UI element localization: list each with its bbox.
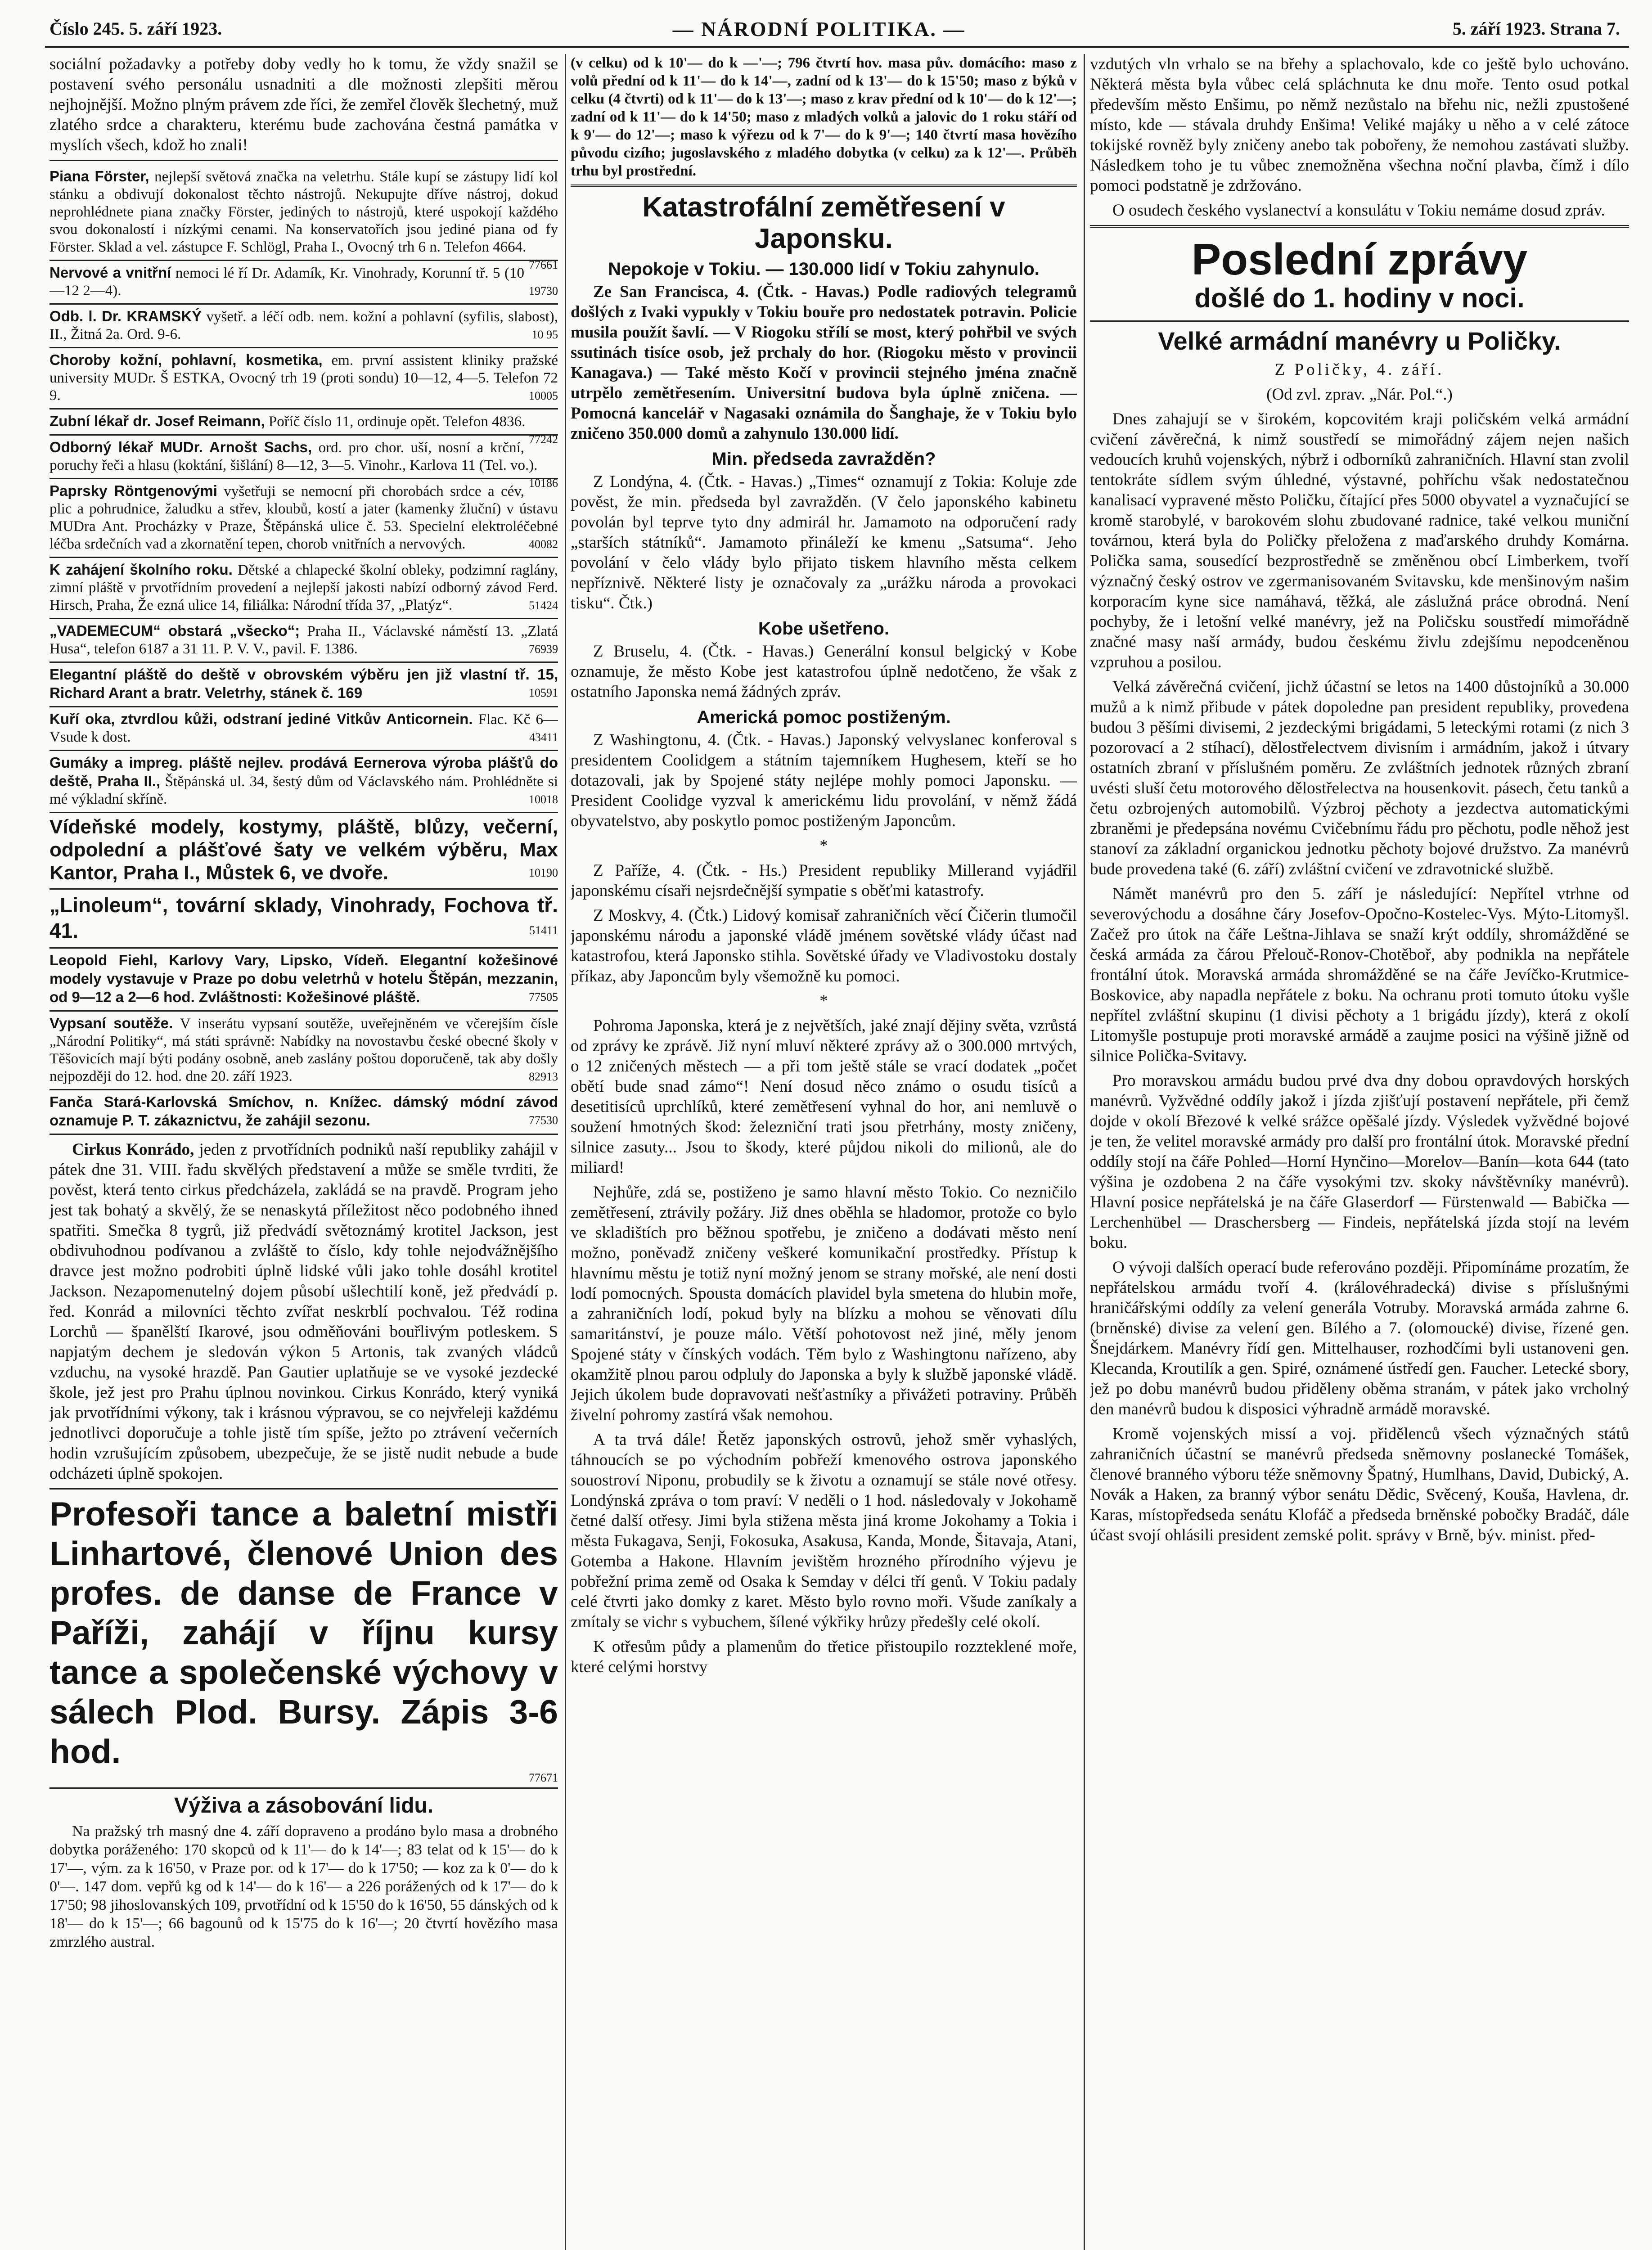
- ad-code: 19730: [529, 284, 558, 297]
- masthead: — NÁRODNÍ POLITIKA. —: [672, 18, 966, 40]
- section-title: Výživa a zásobování lidu.: [174, 1794, 434, 1818]
- article-text: [50, 1139, 558, 1484]
- separator: *: [819, 992, 828, 1010]
- article-text: Z Moskvy, 4. (Čtk.) Lidový komisař zahraničních věcí Čičerin tlumočil japonskému národu a japonské vládě jménem sovětské vlády účast nad katastrofou, která Japonsko stihla. Sovětské úřady ve Vladivostoku dostaly příkaz, aby Japoncům byly všemožně ku pomoci.: [571, 906, 1077, 986]
- divider: [50, 160, 558, 161]
- article-text: Z Paříže, 4. (Čtk. - Hs.) President republiky Millerand vyjádřil japonskému císaři nejsrdečnější sympatie s oběťmi katastrofy.: [571, 861, 1077, 900]
- classified-ad: [50, 558, 558, 619]
- ad-head: Zubní lékař dr. Josef Reimann,: [50, 413, 265, 429]
- classified-ad: [50, 751, 558, 813]
- article-text: Ze San Francisca, 4. (Čtk. - Havas.) Podle radiových telegramů došlých z Ivaki vypukly v Tokiu bouře pro nedostatek potravin. Policie musila použít šavlí. — V Riogoku střílí se most, který pohřbil ve svých ssutinách tisíce osob, jež prchaly do hor. (Riogoku město v provincii Kanagava.) — Také město Kočí v provincii stejného jména značně utrpělo zemětřesením. Universitní budova byla úplně zničena. — Pomocná kancelář v Nagasaki oznámila do Šanghaje, že v Tokiu bylo zničeno 350.000 domů a zahynulo 130.000 lidí.: [571, 283, 1077, 443]
- ad-code: 10591: [529, 686, 558, 699]
- ad-text: vyšetřuji se nemocní při chorobách srdce a cév, plic a pohrudnice, žaludku a střev, kloubů, kostí a jater (kamenky žluční) v ústavu MUDra Ant. Procházky v Praze, Štěpánská ulice č. 53. Specielní elektroléčebné léčba srdečních vad a zkornatění tepen, chorob vnitřních a nervových.: [50, 483, 558, 552]
- page-header: [23, 9, 1629, 50]
- ad-text: Poříč číslo 11, ordinuje opět. Telefon 4836.: [268, 414, 526, 430]
- divider: [1090, 320, 1629, 322]
- subheadline: Nepokoje v Tokiu. — 130.000 lidí v Tokiu zahynulo.: [608, 259, 1040, 279]
- dateline: Z Poličky, 4. září.: [1274, 360, 1445, 379]
- ad-text: Flac. Kč 6— Vsude k dost.: [50, 711, 558, 745]
- divider: [1090, 225, 1629, 228]
- article-text: O osudech českého vyslanectví a konsulátu v Tokiu nemáme dosud zpráv.: [1112, 201, 1605, 220]
- article-text: Z Londýna, 4. (Čtk. - Havas.) „Times“ oznamují z Tokia: Koluje zde pověst, že min. předseda byl zavražděn. (V čelo japonského kabinetu povolán byl teprve tyto dny admirál hr. Jamamoto na odporučení rady „starších státníků“. Jamamoto přináleží ke kmenu „Satsuma“. Jeho povolání v čelo vlády bylo přijato tiskem hlavního města celkem nepříznivě. Některé listy je označovaly za „urážku národa a provokaci tisku“. Čtk.): [571, 472, 1077, 612]
- classified-ads: [50, 165, 558, 813]
- classified-ad: [50, 890, 558, 949]
- article-text: Velká závěrečná cvičení, jichž účastní se letos na 1400 důstojníků a 30.000 mužů a k nimž přibude v pátek dopoledne pan president republiky, provedena budou 3 pěšími divisemi, 2 jezdeckými brigádami, 5 leteckými rotami (z nich 3 pozorovací a 2 stíhací), dělostřelectvem divisním i armádním, jakož i útvary ostatních zbraní v příslušném poměru. Ze zvláštních jednotek různých zbraní uvésti sluší četu motorového dělostřelectva na housenkovit. pásech, četu tanků a četu ozbrojených automobilů. Výzbroj pěchoty a jezdectva automatickými zbraněmi je předepsána novému Cvičebnímu řádu pro pěchotu, podle něhož jest stanoví za základní organickou jednotku pěchoty bojové družstvo. Za manévrů bude provedena také (6. září) zvláštní cvičení ve zdravotnické službě.: [1090, 678, 1629, 878]
- subheadline: Kobe ušetřeno.: [758, 619, 890, 639]
- article-text: Kromě vojenských missí a voj. přidělenců všech význačných států zahraničních účastní se manévrů předseda sněmovny poslanecké Tomášek, členové branného výboru téže sněmovny Špatný, Humlhans, David, Dubický, A. Novák a Haken, za branný výbor senátu Dědic, Svěcený, Kouša, Havlena, dr. Karas, místopředseda senátu Klofáč a předseda brněnské pobočky Bradáč, dále účast svojí ohlásili president zemské polit. správy v Brně, býv. minist. před-: [1090, 1425, 1629, 1544]
- ad-head: Nervové a vnitřní: [50, 264, 171, 281]
- article-text: Z Washingtonu, 4. (Čtk. - Havas.) Japonský velvyslanec konferoval s presidentem Coolidgem a státním tajemníkem Hughesem, kteří se ho dotazovali, jak by Spojené státy nejlépe mohly pomoci Japonsku. — President Coolidge vyzval k americkému lidu provolání, v němž žádá obyvatelstvo, aby poskytlo pomoc postiženým Japoncům.: [571, 731, 1077, 830]
- article-text: A ta trvá dále! Řetěz japonských ostrovů, jehož směr vyhaslých, táhnoucích se po východním pobřeží kmenového ostrova japonského souostroví Niponu, probudily se k životu a oznamují se stále nové otřesy. Londýnská zpráva o tom praví: V neděli o 1 hod. následovaly v Jokohamě četné další otřesy. Jimi byla stižena města jiná krome Jokohamy a Tokia i města Fukagava, Senji, Fokosuka, Asakusa, Kanda, Monde, Šitavaja, Atani, Gotemba a Hakone. Hlavním jevištěm hrozného přírodního výjevu je pobřežní prima země od Osaka k Semday v délci tří genů. V Tokiu padaly celé čtvrti jako domky z karet. Město bylo rovno moři. Všude zaníkaly a zmítaly se vichr s vybuchem, šílené výkřiky hrůzy předešly celé okolí.: [571, 1431, 1077, 1631]
- classified-ad: [50, 410, 558, 446]
- ad-head: Kuří oka, ztvrdlou kůži, odstraní jediné Vitkův Anticornein.: [50, 711, 473, 727]
- classified-ad: [50, 1012, 558, 1090]
- classified-ad: [50, 619, 558, 663]
- ad-head: K zahájení školního roku.: [50, 561, 233, 578]
- column-rule: [1084, 54, 1085, 2250]
- article-text: Pohroma Japonska, která je z největších, jaké znají dějiny světa, vzrůstá od zprávy ke zprávě. Již nyní mluví některé zprávy až o 300.000 mrtvých, o 12 zničených městech — a při tom ještě stále se vrací dodatek „počet obětí bude snad zámo“! Není dosud něco známo o osudu tisíců a desetitisíců uprchlíků, které zemětřesení vyhnal do hor, ani nemluvě o soužení hmotných škod: železniční trati jsou přetrhány, mosty zničeny, silnice zasuty... Jsou to škody, které půjdou nikoli do milionů, ale do miliard!: [571, 1017, 1077, 1177]
- ad-code: 10 95: [531, 328, 558, 341]
- ad-code: 77530: [529, 1114, 558, 1127]
- ad-text: Praha II., Václavské náměstí 13. „Zlatá Husa“, telefon 6187 a 31 11. P. V. V., pavil. F. 1386.: [50, 623, 558, 657]
- ad-head: Vypsaní soutěže.: [50, 1015, 173, 1031]
- ad-code: 77661: [529, 258, 558, 271]
- source-note: (Od zvl. zprav. „Nár. Pol.“.): [1266, 385, 1453, 404]
- ad-text: vyšetř. a léčí odb. nem. kožní a pohlavní (syfilis, slabost), II., Žitná 2a. Ord. 9-6.: [50, 309, 558, 342]
- ad-code: 10018: [529, 793, 558, 806]
- classified-ad: [50, 813, 558, 890]
- subheadline: Min. předseda zavražděn?: [711, 449, 936, 469]
- ad-code: 10190: [529, 866, 558, 879]
- headline: Poslední zprávy: [1191, 234, 1528, 284]
- article-text: K otřesům půdy a plamenům do třetice přistoupilo rozzteklené moře, které celými horstvy: [571, 1638, 1077, 1676]
- header-rule: [45, 46, 1629, 48]
- column-1: [50, 54, 558, 2250]
- ad-code: 77242: [529, 433, 558, 446]
- ad-code: 40082: [529, 538, 558, 551]
- ad-text: Štěpánská ul. 34, šestý dům od Václavského nám. Prohlédněte si mé výkladní skříně.: [50, 774, 558, 807]
- ad-code: 77671: [50, 1771, 558, 1789]
- article-text: O vývoji dalších operací bude referováno později. Připomínáme prozatím, že nepřátelskou armádu tvoří 4. (královéhradecká) divise s příslušnými hraničářskými oddíly za velení generála Votruby. Moravská armáda zahrne 6. (brněnské) divise za velení gen. Bílého a 7. (olomoucké) divise, řízené gen. Šnejdárkem. Manévry řídí gen. Mittelhauser, rozhodčími byli ustanoveni gen. Klecanda, Kroutilík a gen. Spiré, oznámené ústředí gen. Faucher. Letecké sbory, jež po dobu manévrů budou přiděleny oběma stranám, v pátek jako vrcholný den manévrů budou k disposici výhradně armádě moravské.: [1090, 1258, 1629, 1418]
- article-text: Na pražský trh masný dne 4. září dopraveno a prodáno bylo masa a drobného dobytka poráženého: 170 skopců od k 11'— do k 14'—; 83 telat od k 15'— do k 17'—, vým. za k 16'50, v Praze por. od k 17'— do k 17'50; — koz za k 0'— do k 0'—. 147 dom. vepřů kg od k 14'— do k 16'— a 226 porážených od k 17'— do k 17'50; 98 jihoslovanských 109, prvotřídní od k 15'50 do k 16'50, 55 dánských od k 18'— do k 15'—; 66 bagounů od k 15'75 do k 16'—; 20 čtvrtí hovězího masa zmrzlého austral.: [50, 1823, 558, 1950]
- issue-number: Číslo 245. 5. září 1923.: [50, 18, 222, 39]
- divider: [50, 1488, 558, 1490]
- ad-code: 10186: [529, 477, 558, 490]
- article-text: Námět manévrů pro den 5. září je následující: Nepřítel vtrhne od severovýchodu a dosáhne čáry Josefov-Opočno-Kostelec-Vys. Mýto-Litomyšl. Začež pro útok na čáře Leštna-Jihlava se snaží krýt oddíly, shromážděné se česká armáda za čárou Přelouč-Ronov-Chotěboř, aby podnikla na nepřátele frontální útok. Moravská armáda shromážděné se na čáře Jevíčko-Krutmice-Boskovice, aby napadla nepřátele z boku. Na ochranu proti tomuto útoku vyšle nepřítel zvláštní skupinu (1 divisi pěchoty a 1 brigádu jízdy), která z okolí Litomyšle postupuje proti moravské armádě a zaujme posici na výšině jižně od silnice Polička-Svitavy.: [1090, 885, 1629, 1065]
- konrado-text: jeden z prvotřídních podniků naší republiky zahájil v pátek dne 31. VIII. řadu skvělých představení a může se směle tvrditi, že pověst, která tento cirkus předcházela, zakládá se na pravdě. Program jeho jest tak bohatý a skvělý, že se nenaskytá příležitost něco podobného ihned spatřiti. Smečka 8 tygrů, již předvádí světoznámý krotitel Jackson, jest obdivuhodnou podívanou a zvláště to číslo, kdy tohle nejodvážnějšího dravce jest možno podrobiti úplně lidské vůli jako tohle dosáhl krotitel Jackson. Nezapomenutelný dojem působí ušlechtilí koně, jež předvádí p. řed. Konrád a milovníci těchto zvířat neskrblí pochvalou. Též rodina Lorchů — španělští Ikarové, jsou odměňováni bouřlivým potleskem. S napjatým dechem je sledován výkon 5 Artonis, tak zvaných vládců vzduchu, na vysoké hrazdě. Pan Gautier uplatňuje se ve vysoké jezdecké škole, jež jest pro Prahu úplnou novinkou. Cirkus Konrádo, který vyniká jak prvotřídními výkony, tak i krásnou výpravou, se co nejvřeleji každému jednotlivci doporučuje a tohle jistě tím spíše, ježto po ztrávení večerních hodin vzrušujícím způsobem, ubezpečuje, že se jistě nudit nebude a bude odcházeti úplně spokojen.: [50, 1140, 558, 1483]
- classified-ad: [50, 436, 558, 490]
- subheadline: Americká pomoc postiženým.: [697, 707, 951, 727]
- ad-head: Piana Förster,: [50, 168, 149, 184]
- classified-ad: [50, 949, 558, 1012]
- ad-code: 43411: [529, 731, 558, 744]
- ad-text: em. první assistent kliniky pražské university MUDr. Š ESTKA, Ovocný trh 19 (proti sondu) 10—12, 4—5. Telefon 72 9.: [50, 352, 558, 404]
- dance-school-ad: Profesoři tance a baletní mistři Linhartové, členové Union des profes. de danse de France v Paříži, zahájí v říjnu kursy tance a společenské výchovy v sálech Plod. Bursy. Zápis 3-6 hod.: [50, 1495, 558, 1770]
- classified-ad: [50, 165, 558, 271]
- article-text: Pro moravskou armádu budou prvé dva dny dobou opravdových horských manévrů. Vyžvědné oddíly jakož i jízda zjišťují postavení nepřátele, při čemž dojde v okolí Březové k velké srážce opěšalé jízdy. Výsledek vyžvědné bojové je ten, že velitel moravské armády pro další pro frontální útok. Moravské přední oddíly stojí na čáře Pohled—Horní Hynčino—Morelov—Banín—kota 644 (tato výšina je ozdobena 2 na čáře vysokými tzv. skoky návštěvníky manévrů). Hlavní posice nepřátelská je na čáře Glaserdorf — Fürstenwald — Babička — Lerchenhübel — Draschersberg — Findeis, nepřátelská jízda stojí na levém boku.: [1090, 1071, 1629, 1252]
- divider: [571, 184, 1077, 187]
- ad-code: 10005: [529, 389, 558, 402]
- ad-text: nejlepší světová značka na veletrhu. Stále kupí se zástupy lidí kol stánku a obdivují dokonalost těchto nástrojů. Nekupujte dříve nástroj, dokud neprohlédnete piana značky Förster, jediných to nástrojů, které uspokojí každého svou dokonalostí i nízkými cenami. Na konservatořích jsou jediné piana od fy Förster. Sklad a vel. zástupce F. Schlögl, Praha I., Ovocný trh 6 n. Telefon 4664.: [50, 169, 558, 255]
- konrado-head: Cirkus Konrádo,: [72, 1140, 194, 1159]
- classified-ad: [50, 261, 558, 305]
- ad-text: Vídeňské modely, kostymy, pláště, blůzy, večerní, odpolední a plášťové šaty ve velkém výběru, Max Kantor, Praha I., Můstek 6, ve dvoře.: [50, 816, 558, 884]
- ad-text: ord. pro chor. uší, nosní a krční, poruchy řeči a hlasu (koktání, šišlání) 8—12, 3—5. Vinohr., Karlova 11 (Tel. vo.).: [50, 440, 538, 473]
- separator: *: [819, 837, 828, 855]
- classified-ad: [50, 707, 558, 751]
- article-text: Z Bruselu, 4. (Čtk. - Havas.) Generální konsul belgický v Kobe oznamuje, že město Kobe jest katastrofou úplně nedotčeno, že však z ostatního Japonska nemá žádných zpráv.: [571, 642, 1077, 701]
- ad-text: Fanča Stará-Karlovská Smíchov, n. Knížec. dámský módní závod oznamuje P. T. zákaznictvu, že zahájil sezonu.: [50, 1094, 558, 1129]
- column-2: [571, 54, 1077, 2250]
- classified-ad: [50, 305, 558, 348]
- article-text: vzdutých vln vrhalo se na břehy a splachovalo, kde co ještě bylo uchováno. Některá města byla vůbec celá spláchnuta ke dnu moře. Tento osud potkal především město Enšimu, po němž nezůstalo na břehu nic, nežli zpustošené místo, kde — stávala druhdy Enšima! Veliké majáky u něho a v celé zátoce tokijské rovněž byly zničeny anebo tak pobořeny, že nemohou zastávati služby. Následkem toho je tu vůbec znemožněna všechna noční plavba, čímž i dílo pomoci podstatně je zdržováno.: [1090, 55, 1629, 195]
- ad-code: 51411: [529, 924, 558, 937]
- classified-ad: [50, 1090, 558, 1135]
- headline: Katastrofální zemětřesení v Japonsku.: [642, 192, 1005, 254]
- ad-head: Elegantní pláště do deště v obrovském výběru jen již vlastní tř. 15, Richard Arant a bratr. Veletrhy, stánek č. 169: [50, 666, 558, 701]
- date-page: 5. září 1923. Strana 7.: [1452, 18, 1620, 39]
- ad-text: Leopold Fiehl, Karlovy Vary, Lipsko, Vídeň. Elegantní kožešinové modely vystavuje v Praze po dobu veletrhů v hotelu Štěpán, mezzanin, od 9—12 a 2—6 hod. Zvláštnosti: Kožešinové pláště.: [50, 952, 558, 1005]
- ad-text: Dětské a chlapecké školní obleky, podzimní raglány, zimní pláště v prvotřídním provedení a nejlepší jakosti nabízí odborný závod Ferd. Hirsch, Praha, Že ezná ulice 14, filiálka: Národní třída 37, „Platýz“.: [50, 562, 558, 613]
- market-text: (v celku) od k 10'— do k —'—; 796 čtvrtí hov. masa pův. domácího: maso z volů přední od k 11'— do k 14'—, zadní od k 13'— do k 15'50; maso z býků v celku (4 čtvrti) od k 11'— do k 13'—; maso z krav přední od k 10'— do k 12'—; zadní od k 11'— do k 14'50; maso z mladých volků a jalovic do 1 roku stáří od k 9'— do 12'—; maso k výřezu od k 7'— do k 9'—; 140 čtvrtí masa hovězího původu cizího; jugoslavského z mladého dobytka (v celku) za k 12'—. Průběh trhu byl prostřední.: [571, 55, 1077, 179]
- ad-text: „Linoleum“, tovární sklady, Vinohrady, Fochova tř. 41.: [50, 893, 558, 942]
- ad-text: V inserátu vypsaní soutěže, uveřejněném ve včerejším čísle „Národní Politiky“, má státi správně: Nabídky na novostavbu české obecné školy v Těšovicích mají býti podány osobně, aneb zaslány poštou doporučeně, tak aby došly nejpozději do 12. hod. dne 20. září 1923.: [50, 1016, 558, 1084]
- ad-head: Choroby kožní, pohlavní, kosmetika,: [50, 351, 323, 368]
- ad-code: 76939: [529, 643, 558, 656]
- newspaper-page: [23, 9, 1629, 2250]
- ad-head: Gumáky a impreg. pláště nejlev. prodává Eernerova výroba plášťů do deště, Praha II.,: [50, 754, 558, 789]
- ad-text: nemoci lé ří Dr. Adamík, Kr. Vinohrady, Korunní tř. 5 (10—12 2—4).: [50, 265, 524, 299]
- column-rule: [565, 54, 566, 2250]
- article-text: Dnes zahajují se v širokém, kopcovitém kraji poličském velká armádní cvičení závěrečná, k nimž soustředí se mimořádný zájem nejen našich vedoucích kruhů vojenských, nýbrž i odborníků zahraničních. Hlavní stan zvolil tentokráte sídlem svým úhledné, výstavné, pohříchu však nedostatečnou kanalisací vypravené město Poličku, čítající přes 5000 obyvatel a vyznačující se kromě starobylé, v barokovém slohu zbudované radnice, také velkou muniční továrnou, která byla do Poličky přeložena z maďarského druhdy Komárna. Polička sama, sousedící bezprostředně se změněnou obcí Limberkem, tvoří význačný český ostrov ve zgermanisovaném Svitavsku, kde menšinovým našim korporacím kyne sice namáhavá, těžká, ale záslužná práce obrodná. Není pochyby, že i letošní velké manévry, jež na Poličsku soustředí mimořádně značné masy naší armády, budou českému živlu zdejšímu nepodceněnou vzpruhou a posilou.: [1090, 410, 1629, 671]
- ad-code: 82913: [529, 1070, 558, 1083]
- article-text: Nejhůře, zdá se, postiženo je samo hlavní město Tokio. Co nezničilo zemětřesení, ztrávily požáry. Již dnes oběhla se hladomor, protože co bylo ve skladištích pro běžnou spotřebu, je zničeno a dodávati město není možno, poněvadž zničeny veškeré komunikační prostředky. Přístup k hlavnímu městu je totiž nyní možný jenom se strany mořské, ale není dosti lodí pomocných. Spousta domácích plavidel byla smetena do hlubin moře, a zahraničních lodí, pokud byly na blízku a mohou se věnovati dílu samaritánství, je pouze málo. Větší pohotovost než jiné, měly jenom Spojené státy v čínských vodách. Těm bylo z Washingtonu nařízeno, aby okamžitě plnou parou odpluly do Japonska a byly k službě japonské vládě. Jejich úkolem bude dopravovati nešťastníky a přivážeti potraviny. Průběh živelní pohromy zastírá však nemohou.: [571, 1183, 1077, 1424]
- headline: Velké armádní manévry u Poličky.: [1158, 327, 1561, 355]
- article-text: sociální požadavky a potřeby doby vedly ho k tomu, že vždy snažil se postavení svého personálu usnadniti a dle možnosti zlepšiti měrou nejhojnější. Možno plným právem zde říci, že zemřel člověk šlechetný, muž zlatého srdce a charakteru, kterému bude zachována čestná památka v myslích všech, kdož ho znali!: [50, 55, 558, 154]
- classified-ad: [50, 663, 558, 707]
- ad-head: „VADEMECUM“ obstará „všecko“;: [50, 622, 300, 639]
- ad-head: Paprsky Röntgenovými: [50, 482, 217, 499]
- ad-head: Odb. l. Dr. KRAMSKÝ: [50, 308, 202, 324]
- ad-code: 77505: [529, 990, 558, 1004]
- subheadline: došlé do 1. hodiny v noci.: [1194, 283, 1525, 313]
- ad-code: 51424: [529, 599, 558, 612]
- column-3: [1090, 54, 1629, 2250]
- classified-ad: [50, 348, 558, 410]
- ad-head: Odborný lékař MUDr. Arnošt Sachs,: [50, 439, 312, 455]
- classified-ad: [50, 479, 558, 558]
